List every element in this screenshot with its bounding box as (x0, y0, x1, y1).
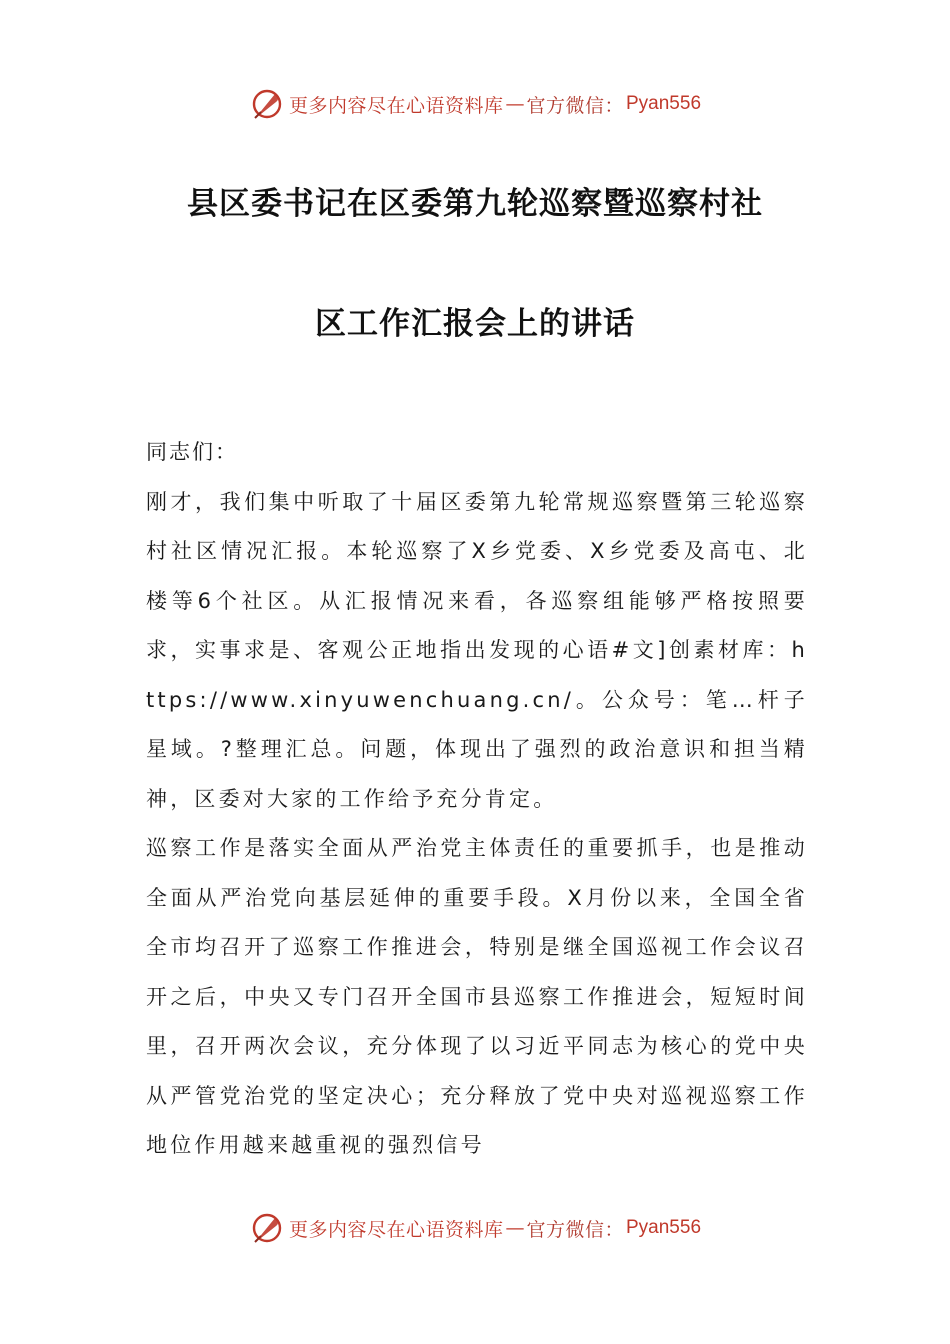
watermark-separator: — (505, 1217, 525, 1239)
document-title-line-2: 区工作汇报会上的讲话 (315, 306, 635, 342)
watermark-wechat-id: Pyan556 (626, 93, 702, 114)
watermark-contact: 官方微信： (526, 1218, 624, 1241)
feather-pen-in-circle-icon (249, 1210, 285, 1246)
header-watermark (0, 84, 950, 124)
watermark-separator: — (505, 93, 525, 115)
greeting: 同志们： (146, 440, 238, 464)
feather-pen-in-circle-icon (249, 86, 285, 122)
paragraph-2: 巡察工作是落实全面从严治党主体责任的重要抓手，也是推动全面从严治党向基层延伸的重要手段。X月份以来，全国全省全市均召开了巡察工作推进会，特别是继全国巡视工作会议召开之后，中央又专门召开全国市县巡察工作推进会，短短时间里，召开两次会议，充分体现了以习近平同志为核心的党中央从严管党治党的坚定决心；充分释放了党中央对巡视巡察工作地位作用越来越重视的强烈信号 (146, 836, 808, 1157)
watermark-text: 更多内容尽在心语资料库 (288, 1218, 504, 1241)
watermark-wechat-id: Pyan556 (626, 1217, 702, 1238)
paragraph-1: 刚才，我们集中听取了十届区委第九轮常规巡察暨第三轮巡察村社区情况汇报。本轮巡察了X乡党委、X乡党委及高屯、北楼等6个社区。从汇报情况来看，各巡察组能够严格按照要求，实事求是、客观公正地指出发现的心语#文]创素材库：https://www.xinyuwenchuang.cn/。公众号：笔…杆子星域。?整理汇总。问题，体现出了强烈的政治意识和担当精神，区委对大家的工作给予充分肯定。 (146, 489, 808, 811)
document-body (146, 428, 808, 1171)
watermark-contact: 官方微信： (526, 94, 624, 117)
watermark-text: 更多内容尽在心语资料库 (288, 94, 504, 117)
footer-watermark (0, 1208, 950, 1248)
document-title-line-1: 县区委书记在区委第九轮巡察暨巡察村社 (187, 186, 763, 222)
